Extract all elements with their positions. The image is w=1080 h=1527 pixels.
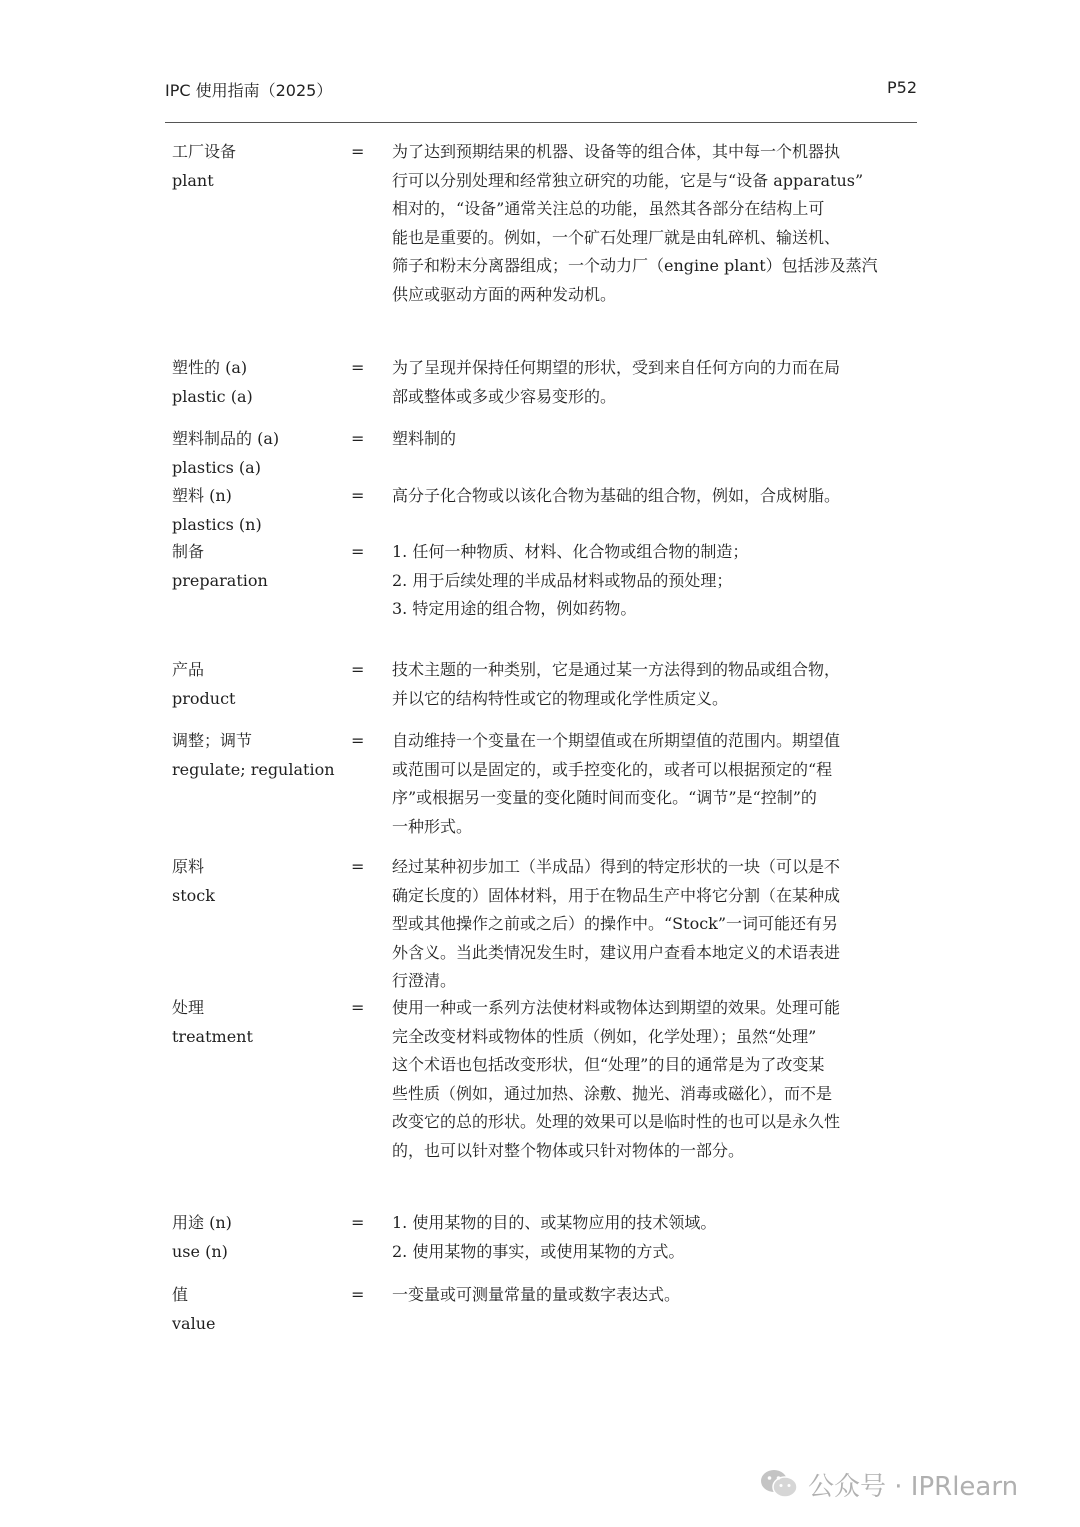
term-english: plastics (a) xyxy=(172,457,261,477)
term-english: treatment xyxy=(172,1026,253,1046)
equals-sign: = xyxy=(351,857,365,876)
term-english: product xyxy=(172,688,236,708)
entry-term xyxy=(172,538,347,595)
definition-line: 经过某种初步加工（半成品）得到的特定形状的一块（可以是不 xyxy=(392,857,841,876)
definition-line: 技术主题的一种类别，它是通过某一方法得到的物品或组合物， xyxy=(392,660,841,679)
equals-sign: = xyxy=(351,429,365,448)
definition-line: 2. 使用某物的事实，或使用某物的方式。 xyxy=(392,1241,685,1261)
term-english: preparation xyxy=(172,570,268,590)
definition-line: 2. 用于后续处理的半成品材料或物品的预处理； xyxy=(392,570,733,590)
definition-line: 并以它的结构特性或它的物理或化学性质定义。 xyxy=(392,688,729,708)
header-divider xyxy=(165,122,917,123)
definition-line: 自动维持一个变量在一个期望值或在所期望值的范围内。期望值 xyxy=(392,731,841,750)
watermark xyxy=(760,1464,1018,1504)
wechat-icon xyxy=(760,1468,798,1500)
entry-term xyxy=(172,354,347,411)
definition-line: 相对的，“设备”通常关注总的功能，虽然其各部分在结构上可 xyxy=(392,199,825,219)
term-chinese: 制备 xyxy=(172,542,205,561)
entry-definition xyxy=(392,425,912,454)
term-english: stock xyxy=(172,885,215,905)
definition-line: 部或整体或多或少容易变形的。 xyxy=(392,386,617,406)
definition-line: 行可以分别处理和经常独立研究的功能，它是与“设备 apparatus” xyxy=(392,170,864,190)
page-header xyxy=(165,78,917,104)
definition-line: 这个术语也包括改变形状，但“处理”的目的通常是为了改变某 xyxy=(392,1055,825,1075)
equals-sign: = xyxy=(351,358,365,377)
definition-line: 高分子化合物或以该化合物为基础的组合物，例如，合成树脂。 xyxy=(392,486,841,505)
entry-term xyxy=(172,1209,347,1266)
entry-definition xyxy=(392,656,912,713)
definition-line: 外含义。当此类情况发生时，建议用户查看本地定义的术语表进 xyxy=(392,942,841,962)
entry-term xyxy=(172,853,347,910)
entry-definition xyxy=(392,727,912,841)
document-title: IPC 使用指南（2025） xyxy=(165,81,333,100)
definition-line: 为了达到预期结果的机器、设备等的组合体，其中每一个机器执 xyxy=(392,142,841,161)
term-english: plastics (n) xyxy=(172,514,262,534)
definition-line: 行澄清。 xyxy=(392,971,457,991)
definition-line: 1. 任何一种物质、材料、化合物或组合物的制造； xyxy=(392,542,749,561)
term-chinese: 塑料制品的 (a) xyxy=(172,429,280,448)
definition-line: 筛子和粉末分离器组成；一个动力厂（engine plant）包括涉及蒸汽 xyxy=(392,256,878,276)
definition-line: 型或其他操作之前或之后）的操作中。“Stock”一词可能还有另 xyxy=(392,914,839,934)
entry-term xyxy=(172,994,347,1051)
term-chinese: 塑性的 (a) xyxy=(172,358,248,377)
entry-definition xyxy=(392,482,912,511)
entry-term xyxy=(172,727,347,784)
entry-definition xyxy=(392,354,912,411)
term-chinese: 原料 xyxy=(172,857,205,876)
term-english: value xyxy=(172,1313,216,1333)
definition-line: 3. 特定用途的组合物，例如药物。 xyxy=(392,599,637,619)
definition-line: 塑料制的 xyxy=(392,429,457,448)
equals-sign: = xyxy=(351,660,365,679)
entry-definition xyxy=(392,994,912,1166)
entry-definition xyxy=(392,1209,912,1266)
term-chinese: 值 xyxy=(172,1285,189,1304)
term-english: plastic (a) xyxy=(172,386,253,406)
entry-definition xyxy=(392,138,912,310)
definition-line: 或范围可以是固定的，或手控变化的，或者可以根据预定的“程 xyxy=(392,759,833,779)
definition-line: 能也是重要的。例如，一个矿石处理厂就是由轧碎机、输送机、 xyxy=(392,227,841,247)
equals-sign: = xyxy=(351,731,365,750)
entry-term xyxy=(172,1281,347,1338)
entry-term xyxy=(172,425,347,482)
entry-term xyxy=(172,138,347,195)
term-english: regulate; regulation xyxy=(172,759,335,779)
watermark-text: 公众号 · IPRlearn xyxy=(808,1471,1019,1502)
term-chinese: 产品 xyxy=(172,660,205,679)
definition-line: 1. 使用某物的目的、或某物应用的技术领域。 xyxy=(392,1213,717,1232)
term-english: plant xyxy=(172,170,214,190)
equals-sign: = xyxy=(351,486,365,505)
entry-definition xyxy=(392,1281,912,1310)
definition-line: 使用一种或一系列方法使材料或物体达到期望的效果。处理可能 xyxy=(392,998,841,1017)
definition-line: 改变它的总的形状。处理的效果可以是临时性的也可以是永久性 xyxy=(392,1112,841,1132)
equals-sign: = xyxy=(351,142,365,161)
entry-definition xyxy=(392,538,912,624)
page-number: P52 xyxy=(886,78,917,97)
entry-definition xyxy=(392,853,912,996)
equals-sign: = xyxy=(351,1213,365,1232)
definition-line: 确定长度的）固体材料，用于在物品生产中将它分割（在某种成 xyxy=(392,885,841,905)
definition-line: 供应或驱动方面的两种发动机。 xyxy=(392,284,617,304)
definition-line: 为了呈现并保持任何期望的形状，受到来自任何方向的力而在局 xyxy=(392,358,841,377)
term-english: use (n) xyxy=(172,1241,228,1261)
term-chinese: 调整；调节 xyxy=(172,731,253,750)
definition-line: 的，也可以针对整个物体或只针对物体的一部分。 xyxy=(392,1140,745,1160)
equals-sign: = xyxy=(351,998,365,1017)
equals-sign: = xyxy=(351,542,365,561)
definition-line: 完全改变材料或物体的性质（例如，化学处理）；虽然“处理” xyxy=(392,1026,817,1046)
term-chinese: 用途 (n) xyxy=(172,1213,232,1232)
equals-sign: = xyxy=(351,1285,365,1304)
entry-term xyxy=(172,656,347,713)
term-chinese: 工厂设备 xyxy=(172,142,237,161)
definition-line: 一种形式。 xyxy=(392,816,473,836)
term-chinese: 处理 xyxy=(172,998,205,1017)
definition-line: 些性质（例如，通过加热、涂敷、抛光、消毒或磁化），而不是 xyxy=(392,1083,833,1103)
definition-line: 一变量或可测量常量的量或数字表达式。 xyxy=(392,1285,681,1304)
term-chinese: 塑料 (n) xyxy=(172,486,232,505)
entry-term xyxy=(172,482,347,539)
definition-line: 序”或根据另一变量的变化随时间而变化。“调节”是“控制”的 xyxy=(392,788,817,808)
